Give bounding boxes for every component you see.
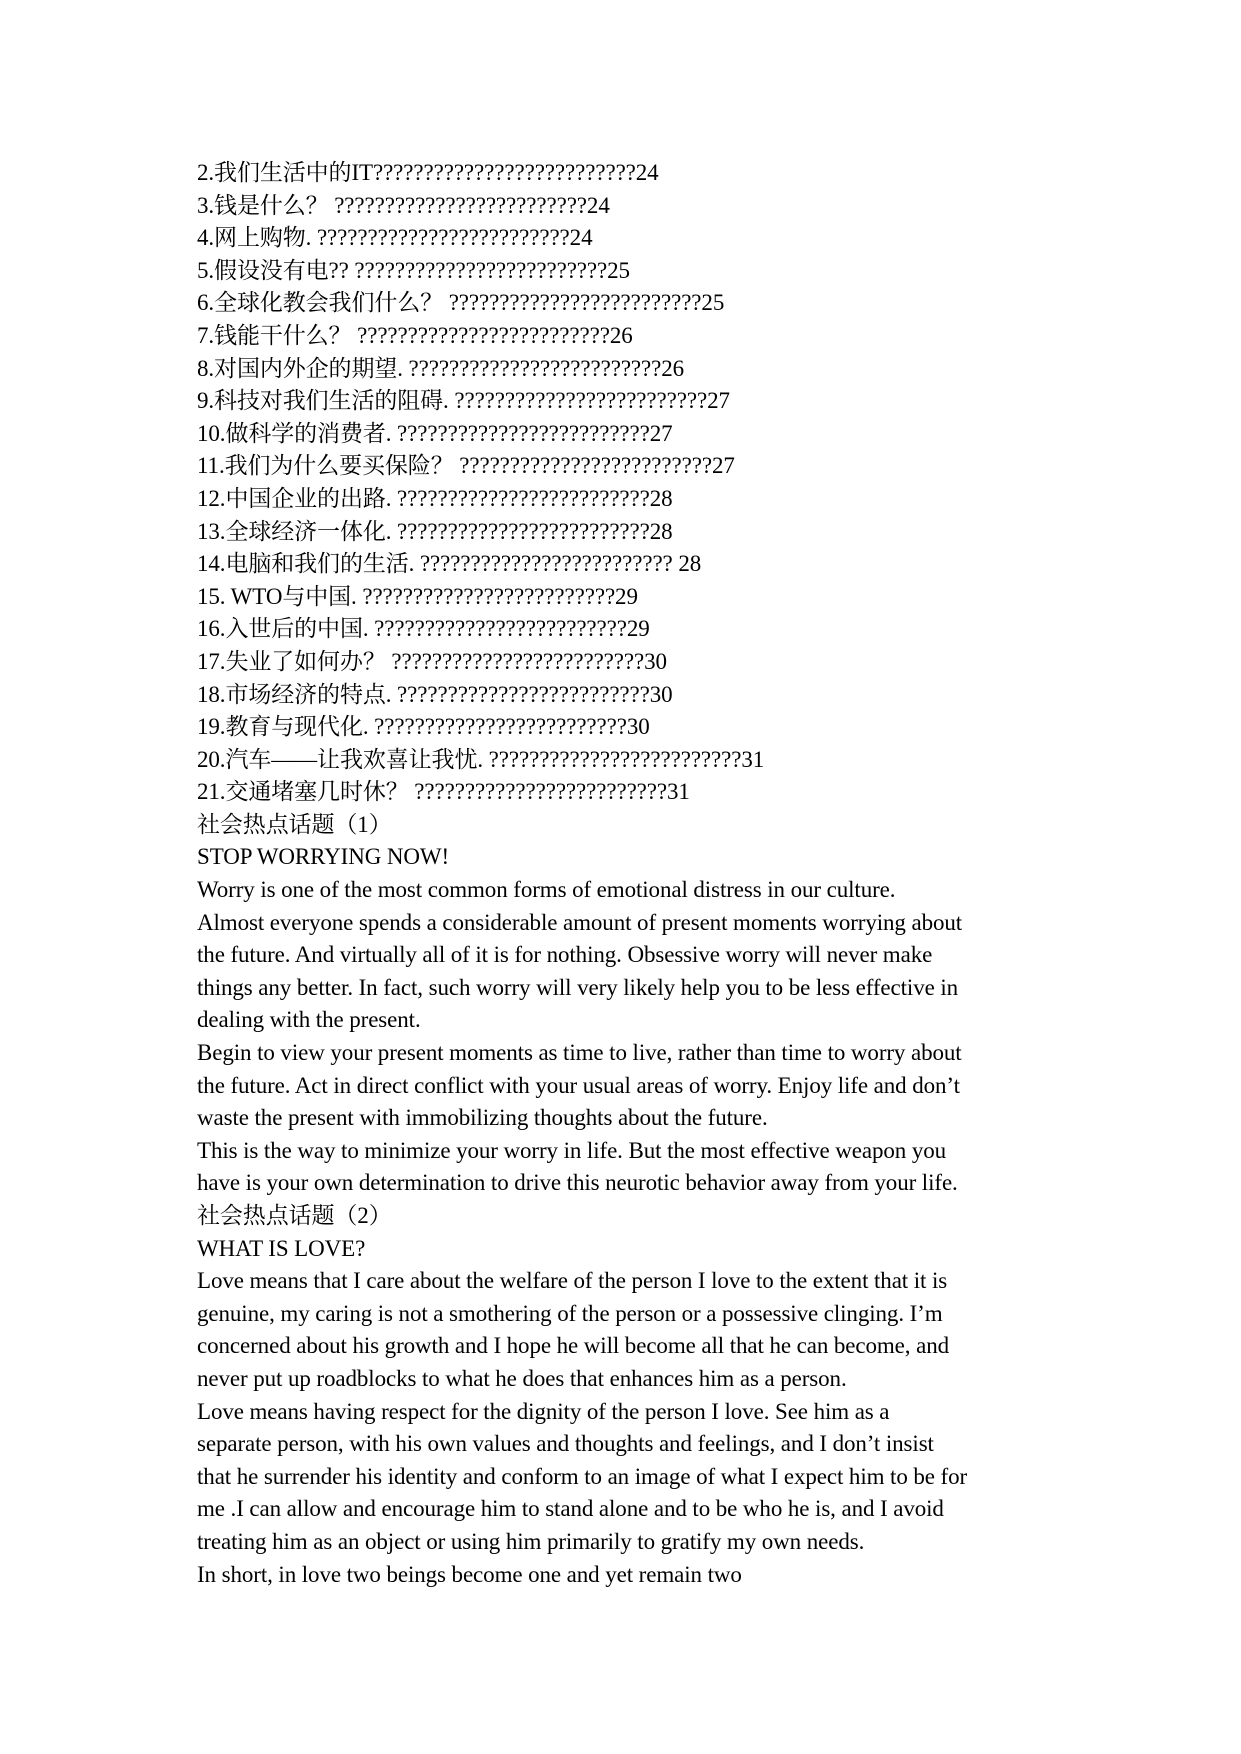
paragraph-line: Worry is one of the most common forms of emotional distress in our culture. [197, 877, 896, 903]
paragraph [197, 1396, 1077, 1559]
toc-entry: 19.教育与现代化. ?????????????????????????30 [197, 714, 650, 740]
paragraph-line: me .I can allow and encourage him to stand alone and to be who he is, and I avoid [197, 1496, 944, 1522]
toc-entry: 6.全球化教会我们什么？ ?????????????????????????25 [197, 290, 725, 316]
paragraph-line: In short, in love two beings become one and yet remain two [197, 1561, 742, 1587]
paragraph-line: that he surrender his identity and conform to an image of what I expect him to be for [197, 1463, 968, 1489]
toc-entry: 13.全球经济一体化. ?????????????????????????28 [197, 518, 673, 544]
toc-entry: 2.我们生活中的IT??????????????????????????24 [197, 160, 659, 185]
paragraph [197, 1037, 1077, 1135]
section-1-title: STOP WORRYING NOW! [197, 844, 450, 870]
table-of-contents [197, 157, 1077, 809]
paragraph-line: waste the present with immobilizing thoughts about the future. [197, 1105, 768, 1131]
paragraph-line: things any better. In fact, such worry will very likely help you to be less effective in [197, 974, 959, 1000]
paragraph-line: concerned about his growth and I hope he will become all that he can become, and [197, 1333, 950, 1359]
paragraph-line: the future. Act in direct conflict with your usual areas of worry. Enjoy life and don’t [197, 1072, 960, 1098]
section-2-title: WHAT IS LOVE? [197, 1235, 366, 1261]
paragraph-line: This is the way to minimize your worry in life. But the most effective weapon you [197, 1137, 947, 1163]
section-1-heading: 社会热点话题（1） [197, 811, 392, 837]
toc-entry: 20.汽车——让我欢喜让我忧. ?????????????????????????31 [197, 746, 765, 772]
paragraph [197, 874, 1077, 907]
paragraph [197, 1135, 1077, 1200]
toc-entry: 7.钱能干什么？ ?????????????????????????26 [197, 322, 633, 348]
toc-entry: 18.市场经济的特点. ?????????????????????????30 [197, 681, 673, 707]
paragraph-line: Almost everyone spends a considerable amount of present moments worrying about [197, 909, 963, 935]
toc-entry: 14.电脑和我们的生活. ????????????????????????? 28 [197, 551, 702, 577]
paragraph [197, 1265, 1077, 1395]
toc-entry: 17.失业了如何办？ ?????????????????????????30 [197, 648, 667, 674]
paragraph [197, 907, 1077, 1037]
paragraph-line: genuine, my caring is not a smothering of the person or a possessive clinging. I’m [197, 1300, 943, 1326]
toc-entry: 9.科技对我们生活的阻碍. ?????????????????????????27 [197, 388, 730, 414]
toc-entry: 5.假设没有电?? ?????????????????????????25 [197, 257, 630, 283]
paragraph-line: treating him as an object or using him primarily to gratify my own needs. [197, 1528, 865, 1554]
document-page [197, 157, 1077, 1591]
section-1-body [197, 874, 1077, 1200]
paragraph [197, 1559, 1077, 1592]
toc-entry: 15. WTO与中国. ?????????????????????????29 [197, 583, 638, 609]
toc-entry: 16.入世后的中国. ?????????????????????????29 [197, 616, 650, 642]
toc-entry: 11.我们为什么要买保险？ ?????????????????????????27 [197, 453, 735, 479]
paragraph-line: Love means having respect for the dignity of the person I love. See him as a [197, 1398, 890, 1424]
toc-entry: 8.对国内外企的期望. ?????????????????????????26 [197, 355, 685, 381]
paragraph-line: separate person, with his own values and thoughts and feelings, and I don’t insist [197, 1431, 934, 1457]
paragraph-line: dealing with the present. [197, 1007, 421, 1033]
toc-entry: 12.中国企业的出路. ?????????????????????????28 [197, 485, 673, 511]
section-2-body [197, 1265, 1077, 1591]
paragraph-line: have is your own determination to drive this neurotic behavior away from your life. [197, 1170, 958, 1196]
paragraph-line: the future. And virtually all of it is for nothing. Obsessive worry will never make [197, 942, 933, 968]
toc-entry: 21.交通堵塞几时休？ ?????????????????????????31 [197, 779, 690, 805]
paragraph-line: never put up roadblocks to what he does that enhances him as a person. [197, 1365, 847, 1391]
section-2-heading: 社会热点话题（2） [197, 1203, 392, 1228]
toc-entry: 4.网上购物. ?????????????????????????24 [197, 225, 593, 251]
paragraph-line: Begin to view your present moments as time to live, rather than time to worry about [197, 1040, 962, 1066]
toc-entry: 3.钱是什么？ ?????????????????????????24 [197, 192, 610, 218]
toc-entry: 10.做科学的消费者. ?????????????????????????27 [197, 420, 673, 446]
paragraph-line: Love means that I care about the welfare of the person I love to the extent that it is [197, 1268, 948, 1294]
